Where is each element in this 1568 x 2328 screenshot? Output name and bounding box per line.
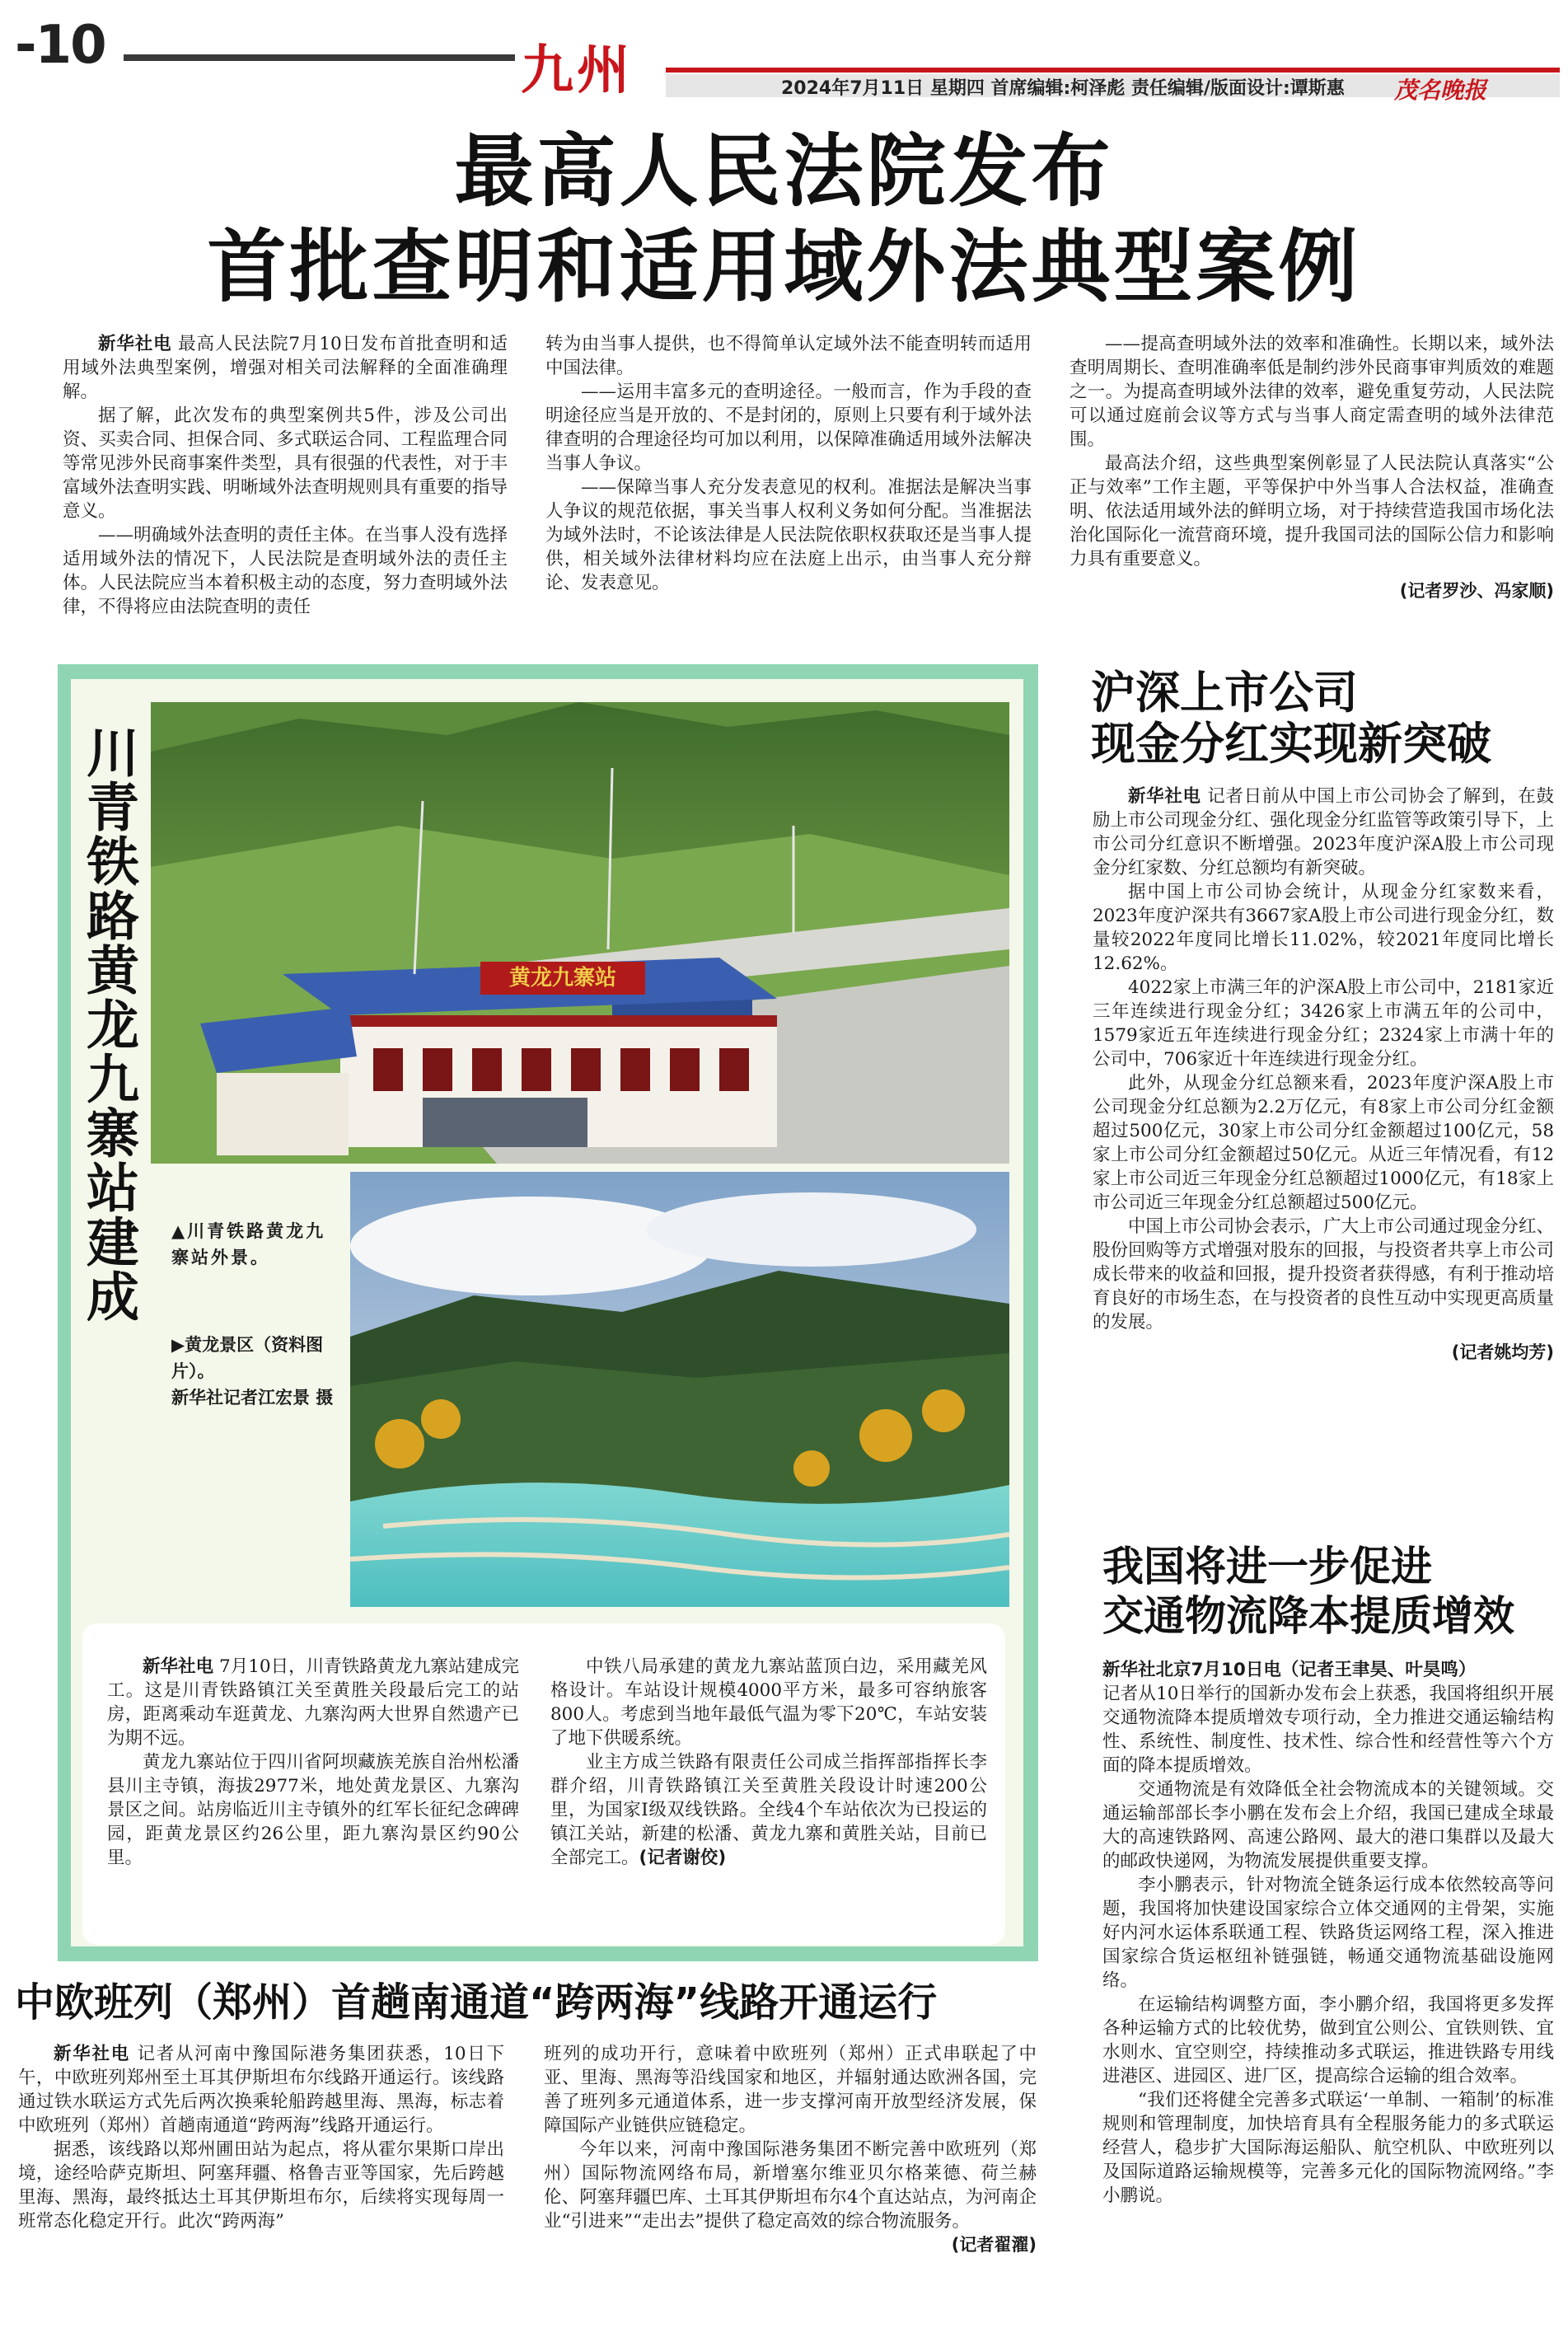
- article2-body: [1093, 785, 1554, 1365]
- article3-paragraph: 李小鹏表示，针对物流全链条运行成本依然较高等问题，我国将加快建设国家综合立体交通网的主骨架，实施好内河水运体系联通工程、铁路货运网络工程，深入推进国家综合货运枢纽补链强链，畅通交通物流基础设施网络。: [1102, 1875, 1554, 1991]
- article2-title-line2: 现金分红实现新突破: [1091, 718, 1491, 770]
- feature-title: 川青铁路黄龙九寨站建成: [77, 725, 138, 1323]
- article3-lead: 新华社北京7月10日电（记者王聿昊、叶昊鸣）: [1102, 1660, 1477, 1680]
- page-number: -10: [15, 15, 105, 76]
- article3-title-line1: 我国将进一步促进: [1102, 1543, 1432, 1590]
- feature-paragraph: 中铁八局承建的黄龙九寨站蓝顶白边，采用藏羌风格设计。车站设计规模4000平方米，最多可容纳旅客800人。考虑到当地年最低气温为零下20℃，车站安装了地下供暖系统。: [550, 1656, 987, 1749]
- article1-lead: 新华社电: [98, 334, 172, 354]
- feature-col1: [107, 1655, 519, 1870]
- feature-paragraph: 业主方成兰铁路有限责任公司成兰指挥部指挥长李群介绍，川青铁路镇江关至黄胜关段设计时速200公里，为国家Ⅰ级双线铁路。全线4个车站依次为已投运的镇江关站，新建的松潘、黄龙九寨和黄胜关站，目前已全部完工。(记者谢佼): [550, 1752, 987, 1868]
- huanglong-photo: [350, 1172, 1009, 1607]
- article4-paragraph: 今年以来，河南中豫国际港务集团不断完善中欧班列（郑州）国际物流网络布局，新增塞尔维亚贝尔格莱德、荷兰赫伦、阿塞拜疆巴库、土耳其伊斯坦布尔4个直达站点，为河南企业“引进来”“走出去”提供了稳定高效的综合物流服务。: [544, 2139, 1037, 2232]
- article1-paragraph: ——保障当事人充分发表意见的权利。准据法是解决当事人争议的规范依据，事关当事人权利义务如何分配。当准据法为域外法时，不论该法律是人民法院依职权获取还是当事人提供，相关域外法律材料均应在法庭上出示，由当事人充分辩论、发表意见。: [545, 477, 1032, 593]
- article3-paragraph: “我们还将健全完善多式联运‘一单制、一箱制’的标准规则和管理制度，加快培育具有全程服务能力的多式联运经营人，稳步扩大国际海运船队、航空机队、中欧班列以及国际道路运输规模等，完善多元化的国际物流网络。”李小鹏说。: [1102, 2090, 1554, 2206]
- dateline: 2024年7月11日 星期四 首席编辑:柯泽彪 责任编辑/版面设计:谭斯惠: [781, 78, 1345, 99]
- station-photo: [151, 702, 1009, 1164]
- article2-paragraph: 此外，从现金分红总额来看，2023年度沪深A股上市公司现金分红总额为2.2万亿元，有8家上市公司分红金额超过500亿元，30家上市公司分红金额超过100亿元，58家上市公司分红金额超过50亿元。从近三年情况看，有12家上市公司近三年现金分红总额超过1000亿元，有18家上市公司近三年现金分红总额超过500亿元。: [1093, 1073, 1554, 1213]
- article1-byline: (记者罗沙、冯家顺): [1399, 581, 1554, 601]
- article2-lead: 新华社电: [1128, 786, 1201, 807]
- article1-paragraph: 转为由当事人提供，也不得简单认定域外法不能查明转而适用中国法律。: [545, 334, 1032, 378]
- station-sign: 黄龙九寨站: [508, 966, 617, 991]
- feature-paragraph: 7月10日，川青铁路黄龙九寨站建成完工。这是川青铁路镇江关至黄胜关段最后完工的站房，距离乘动车逛黄龙、九寨沟两大世界自然遗产已为期不远。: [107, 1656, 519, 1749]
- article2-paragraph: 记者日前从中国上市公司协会了解到，在鼓励上市公司现金分红、强化现金分红监管等政策引导下，上市公司分红意识不断增强。2023年度沪深A股上市公司现金分红家数、分红总额均有新突破。: [1093, 786, 1554, 878]
- article1-paragraph: 最高人民法院7月10日发布首批查明和适用域外法典型案例，增强对相关司法解释的全面准确理解。: [63, 334, 508, 402]
- article4-title: 中欧班列（郑州）首趟南通道“跨两海”线路开通运行: [15, 1979, 938, 2026]
- caption-station: ▲川青铁路黄龙九寨站外景。: [171, 1221, 326, 1267]
- header-rule-left: [124, 54, 515, 61]
- article3-paragraph: 记者从10日举行的国新办发布会上获悉，我国将组织开展交通物流降本提质增效专项行动，全力推进交通运输结构性、系统性、制度性、技术性、综合性和经营性等六个方面的降本提质增效。: [1102, 1684, 1554, 1776]
- article2-paragraph: 中国上市公司协会表示，广大上市公司通过现金分红、股份回购等方式增强对股东的回报，与投资者共享上市公司成长带来的收益和回报，提升投资者获得感，有利于推动培育良好的市场生态，在与投资者的良性互动中实现更高质量的发展。: [1093, 1216, 1554, 1333]
- article1-title-line2: 首批查明和适用域外法典型案例: [207, 221, 1361, 313]
- article2-paragraph: 据中国上市公司协会统计，从现金分红家数来看，2023年度沪深共有3667家A股上市公司进行现金分红，数量较2022年度同比增长11.02%，较2021年度同比增长12.62%。: [1093, 882, 1554, 974]
- caption-huanglong: ▶黄龙景区（资料图片）。: [171, 1335, 324, 1381]
- article4-paragraph: 据悉，该线路以郑州圃田站为起点，将从霍尔果斯口岸出境，途经哈萨克斯坦、阿塞拜疆、格鲁吉亚等国家，先后跨越里海、黑海，最终抵达土耳其伊斯坦布尔，后续将实现每周一班常态化稳定开行。此次“跨两海”: [18, 2139, 504, 2232]
- article2-byline: (记者姚均芳): [1451, 1342, 1554, 1362]
- article2-title-line1: 沪深上市公司: [1091, 667, 1358, 719]
- article1-col2: [545, 332, 1032, 595]
- masthead-logo: 茂名晚报: [1394, 77, 1487, 104]
- feature-paragraph: 黄龙九寨站位于四川省阿坝藏族羌族自治州松潘县川主寺镇，海拔2977米，地处黄龙景区、九寨沟景区之间。站房临近川主寺镇外的红军长征纪念碑碑园，距黄龙景区约26公里，距九寨沟景区约90公里。: [107, 1752, 519, 1868]
- article4-paragraph: 记者从河南中豫国际港务集团获悉，10日下午，中欧班列郑州至土耳其伊斯坦布尔线路开通运行。该线路通过铁水联运方式先后两次换乘轮船跨越里海、黑海，标志着中欧班列（郑州）首趟南通道“跨两海”线路开通运行。: [18, 2044, 504, 2136]
- article1-title-line1: 最高人民法院发布: [454, 125, 1114, 218]
- article4-byline: (记者翟濯): [951, 2235, 1037, 2255]
- feature-col2: [550, 1655, 987, 1870]
- article1-paragraph: ——运用丰富多元的查明途径。一般而言，作为手段的查明途径应当是开放的、不是封闭的，原则上只要有利于域外法律查明的合理途径均可加以利用，以保障准确适用域外法解决当事人争议。: [545, 382, 1032, 474]
- article1-paragraph: 据了解，此次发布的典型案例共5件，涉及公司出资、买卖合同、担保合同、多式联运合同、工程监理合同等常见涉外民商事案件类型，具有很强的代表性，对于丰富域外法查明实践、明晰域外法查明规则具有重要的指导意义。: [63, 405, 508, 522]
- station-scene: [151, 702, 1009, 1164]
- article1-paragraph: 最高法介绍，这些典型案例彰显了人民法院认真落实“公正与效率”工作主题，平等保护中外当事人合法权益，准确查明、依法适用域外法的鲜明立场，对于持续营造我国市场化法治化国际化一流营商环境，提升我国司法的国际公信力和影响力具有重要意义。: [1070, 453, 1554, 569]
- article3-paragraph: 交通物流是有效降低全社会物流成本的关键领域。交通运输部部长李小鹏在发布会上介绍，我国已建成全球最大的高速铁路网、高速公路网、最大的港口集群以及最大的邮政快递网，为物流发展提供重要支撑。: [1102, 1779, 1554, 1871]
- feature-lead: 新华社电: [143, 1656, 214, 1677]
- feature-byline: (记者谢佼): [639, 1848, 727, 1868]
- huanglong-scene: [350, 1172, 1009, 1607]
- article4-col1: [18, 2042, 504, 2233]
- article4-col2: [544, 2042, 1037, 2257]
- article1-paragraph: ——明确域外法查明的责任主体。在当事人没有选择适用域外法的情况下，人民法院是查明域外法的责任主体。人民法院应当本着积极主动的态度，努力查明域外法律，不得将应由法院查明的责任: [63, 525, 508, 617]
- article4-paragraph: 班列的成功开行，意味着中欧班列（郑州）正式串联起了中亚、里海、黑海等沿线国家和地区，并辐射通达欧洲各国，完善了班列多元通道体系，进一步支撑河南开放型经济发展，保障国际产业链供应链稳定。: [544, 2044, 1037, 2136]
- article3-body: [1102, 1658, 1554, 2208]
- article4-lead: 新华社电: [54, 2044, 130, 2064]
- article3-title-line2: 交通物流降本提质增效: [1102, 1592, 1514, 1640]
- article1-paragraph: ——提高查明域外法的效率和准确性。长期以来，域外法查明周期长、查明准确率低是制约涉外民商事审判质效的难题之一。为提高查明域外法律的效率，避免重复劳动，人民法院可以通过庭前会议等方式与当事人商定需查明的域外法律范围。: [1070, 334, 1554, 450]
- article3-paragraph: 在运输结构调整方面，李小鹏介绍，我国将更多发挥各种运输方式的比较优势，做到宜公则公、宜铁则铁、宜水则水、宜空则空，持续推动多式联运，推进铁路专用线进港区、进园区、进厂区，提高综合运输的组合效率。: [1102, 1994, 1554, 2087]
- article1-col1: [63, 332, 508, 619]
- article1-col3: [1070, 332, 1554, 603]
- caption-credit: 新华社记者江宏景 摄: [171, 1388, 334, 1408]
- article2-paragraph: 4022家上市满三年的沪深A股上市公司中，2181家近三年连续进行现金分红；3426家上市满五年的公司中，1579家近五年连续进行现金分红；2324家上市满十年的公司中，706家近十年连续进行现金分红。: [1093, 977, 1554, 1070]
- section-name: 九州: [521, 40, 633, 101]
